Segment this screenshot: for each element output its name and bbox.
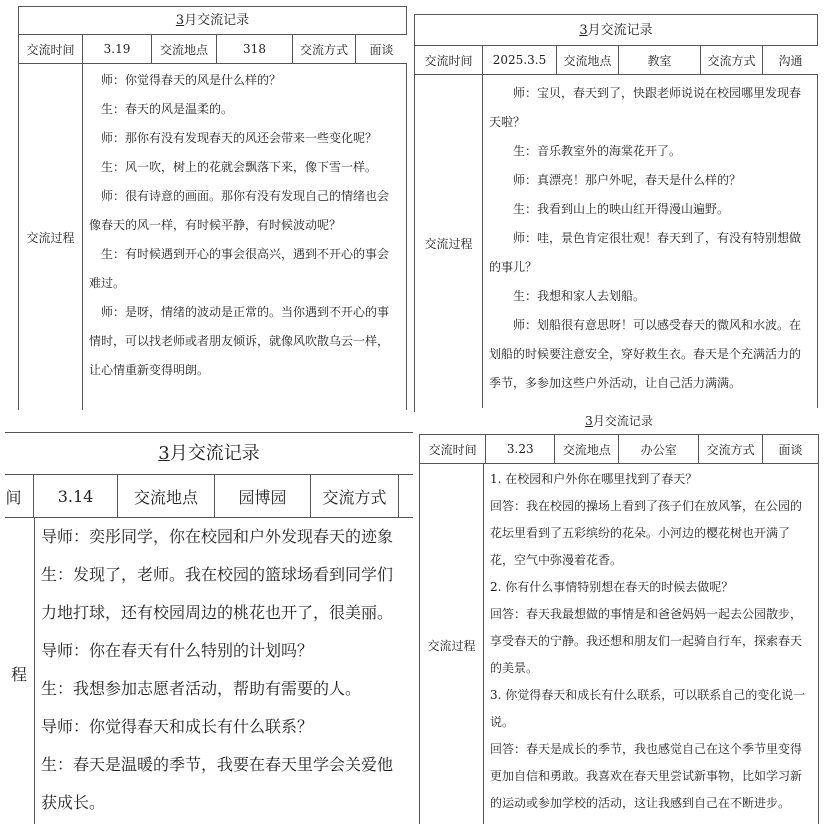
dialogue-line: 师：你觉得春天的风是什么样的？ (101, 73, 282, 87)
dialogue-line: 导师：奕彤同学，你在校园和户外发现春天的迹象 (41, 527, 394, 546)
dialogue-content (35, 518, 413, 824)
info-header-table (419, 434, 819, 464)
info-header-table (18, 34, 407, 64)
info-header-table (414, 45, 818, 75)
place-value: 园博园 (215, 475, 311, 518)
dialogue-line: 生：音乐教室外的海棠花开了。 (513, 144, 682, 158)
method-value: 面谈 (763, 435, 819, 464)
process-label: 程 (5, 518, 35, 824)
title-month: 3 (175, 13, 185, 28)
dialogue-line: 生：有时候遇到开心的事会很高兴，遇到不开心的事会难过。 (89, 247, 390, 290)
dialogue-line: 师：划船很有意思呀！可以感受春天的微风和水波。在划船的时候要注意安全，穿好救生衣。春天是个充满活力的季节，多参加这些户外活动，让自己活力满满。 (489, 318, 802, 390)
place-label: 交流地点 (555, 435, 619, 464)
record-panel-2 (414, 14, 818, 412)
dialogue-line: 导师：你觉得春天和成长有什么联系？ (41, 717, 314, 736)
dialogue-content (83, 64, 406, 410)
process-section (18, 64, 407, 410)
title-text: 月交流记录 (592, 414, 653, 428)
place-label: 交流地点 (118, 475, 215, 518)
answer-line: 回答：春天是成长的季节，我也感觉自己在这个季节里变得更加自信和勇敢。我喜欢在春天里尝试新事物，比如学习新的运动或参加学校的活动，这让我感到自己在不断进步。 (490, 742, 803, 810)
process-label: 交流过程 (415, 75, 483, 412)
dialogue-line: 生：发现了，老师。我在校园的篮球场看到同学们 (41, 565, 394, 584)
dialogue-line: 获成长。 (41, 793, 106, 812)
qa-content (484, 464, 818, 824)
process-section (5, 518, 413, 824)
dialogue-line: 生：风一吹，树上的花就会飘落下来，像下雪一样。 (101, 160, 378, 174)
record-title (18, 6, 407, 35)
time-value: 2025.3.5 (483, 46, 557, 75)
method-value: 沟通 (763, 46, 819, 75)
method-label: 交流方式 (701, 46, 763, 75)
time-label: 交流时间 (415, 46, 483, 75)
info-header-table (5, 474, 413, 518)
place-value: 教室 (619, 46, 701, 75)
answer-line: 回答：我在校园的操场上看到了孩子们在放风筝，在公园的花坛里看到了五彩缤纷的花朵。小河边的樱花树也开满了花，空气中弥漫着花香。 (490, 499, 803, 567)
dialogue-line: 生：我看到山上的映山红开得漫山遍野。 (513, 202, 730, 216)
record-panel-1 (18, 6, 407, 410)
record-title (414, 14, 818, 46)
time-value: 3.23 (486, 435, 555, 464)
process-section (414, 75, 818, 412)
record-title (419, 408, 819, 434)
record-title (5, 432, 413, 475)
answer-line: 回答：春天我最想做的事情是和爸爸妈妈一起去公园散步，享受春天的宁静。我还想和朋友们一起骑自行车，探索春天的美景。 (490, 607, 803, 675)
question-line: 2. 你有什么事情特别想在春天的时候去做呢？ (490, 580, 734, 594)
place-value: 办公室 (619, 435, 699, 464)
place-label: 交流地点 (557, 46, 619, 75)
time-value: 3.19 (83, 35, 152, 64)
title-month: 3 (585, 414, 593, 428)
dialogue-line: 生：我想和家人去划船。 (513, 289, 646, 303)
dialogue-line: 力地打球，还有校园周边的桃花也开了，很美丽。 (41, 603, 394, 622)
method-label: 交流方式 (699, 435, 763, 464)
dialogue-line: 生：春天的风是温柔的。 (101, 102, 234, 116)
place-label: 交流地点 (152, 35, 217, 64)
method-label: 交流方式 (293, 35, 356, 64)
dialogue-line: 师：宝贝，春天到了，快跟老师说说在校园哪里发现春天啦？ (489, 86, 802, 129)
title-month: 3 (579, 23, 588, 38)
method-value-cell (399, 475, 414, 518)
dialogue-line: 生：春天是温暖的季节，我要在春天里学会关爱他 (41, 755, 394, 774)
time-label: 交流时间 (420, 435, 486, 464)
dialogue-line: 师：哇，景色肯定很壮观！春天到了，有没有特别想做的事儿？ (489, 231, 802, 274)
process-label: 交流过程 (420, 464, 484, 824)
process-label: 交流过程 (19, 64, 83, 410)
title-text: 月交流记录 (587, 23, 653, 38)
method-label: 交流方式 (311, 475, 399, 518)
dialogue-line: 师：很有诗意的画面。那你有没有发现自己的情绪也会像春天的风一样，有时候平静，有时候波动呢？ (89, 189, 390, 232)
dialogue-line: 师：真漂亮！那户外呢，春天是什么样的？ (513, 173, 742, 187)
question-line: 3. 你觉得春天和成长有什么联系，可以联系自己的变化说一说。 (490, 688, 806, 729)
title-month: 3 (158, 443, 170, 464)
process-section (419, 464, 819, 824)
dialogue-line: 师：那你有没有发现春天的风还会带来一些变化呢？ (101, 131, 378, 145)
time-label: 交流时间 (19, 35, 83, 64)
record-panel-4 (419, 408, 819, 824)
time-label: 间 (5, 475, 34, 518)
method-value: 面谈 (356, 35, 408, 64)
dialogue-content (483, 75, 817, 412)
time-value: 3.14 (34, 475, 118, 518)
title-text: 月交流记录 (184, 13, 250, 28)
record-panel-3 (5, 432, 413, 824)
dialogue-line: 导师：你在春天有什么特别的计划吗？ (41, 641, 314, 660)
place-value: 318 (217, 35, 293, 64)
title-text: 月交流记录 (169, 443, 260, 464)
dialogue-line: 师：是呀，情绪的波动是正常的。当你遇到不开心的事情时，可以找老师或者朋友倾诉，就像风吹散乌云一样，让心情重新变得明朗。 (89, 305, 390, 377)
dialogue-line: 生：我想参加志愿者活动，帮助有需要的人。 (41, 679, 362, 698)
question-line: 1. 在校园和户外你在哪里找到了春天？ (490, 472, 698, 486)
